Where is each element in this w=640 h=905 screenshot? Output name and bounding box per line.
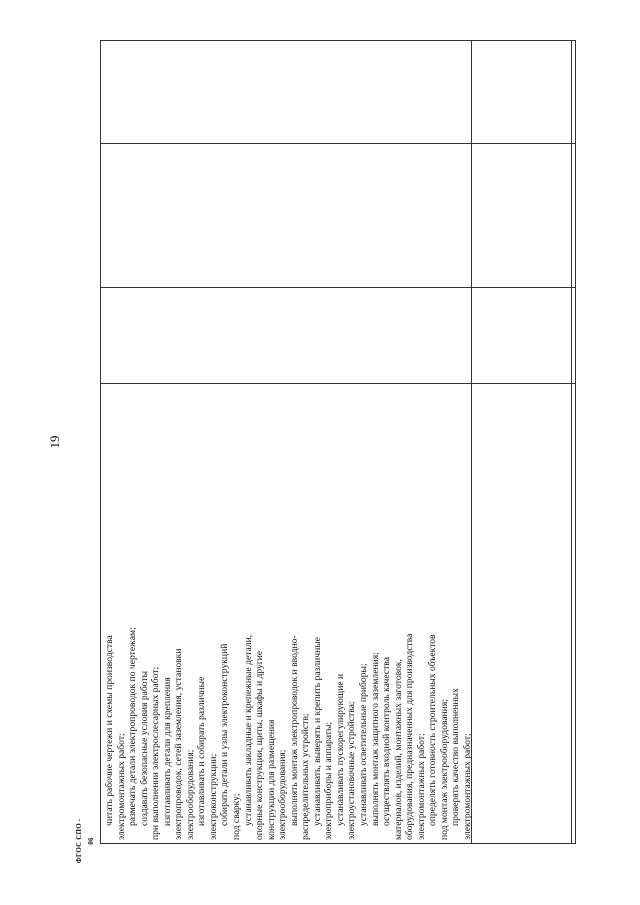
skill-line: электропроводок, сетей заземления, установки (173, 648, 185, 840)
row-divider-2 (101, 287, 575, 288)
skill-line: при выполнении электрослесарных работ; (150, 666, 162, 840)
footer-code: ФГОС СПО - 06 (75, 818, 95, 864)
skill-line: конструкции для размещения (265, 719, 277, 840)
skill-line: устанавливать осветительные приборы; (358, 663, 370, 826)
skill-line: осуществлять входной контроль качества (381, 657, 393, 826)
skill-line: размечать детали электропроводок по чертежам; (127, 627, 139, 826)
skill-line: электрооборудования; (184, 749, 196, 840)
skill-line: устанавливать пускорегулирующие и (334, 673, 346, 826)
skill-line: определять готовность строительных объектов (427, 634, 439, 826)
page-number: 19 (47, 435, 62, 449)
skill-line: под сварку; (231, 793, 243, 840)
skill-line: материалов, изделий, монтажных заготовок, (392, 659, 404, 840)
skill-line: выполнять монтаж защитного заземления; (369, 652, 381, 826)
skill-line: собирать детали и узлы электроконструкций (219, 643, 231, 826)
skill-line: электроконструкции; (207, 753, 219, 840)
skill-line: электроустановочные устройства; (346, 701, 358, 840)
skill-line: проверять качество выполненных (450, 688, 462, 826)
skills-cell (102, 483, 572, 842)
skill-line: устанавливать закладные и крепежные детали, (242, 634, 254, 826)
skill-line: электромонтажных работ; (461, 733, 473, 840)
skill-line: изготавливать и собирать различные (196, 676, 208, 826)
skill-line: электромонтажных работ; (115, 733, 127, 840)
skill-line: создавать безопасные условия работы (138, 670, 150, 826)
row-divider-1 (101, 143, 575, 144)
skill-line: опорные конструкции, щиты, шкафы и другие (254, 650, 266, 840)
skill-line: распределительных устройств; (300, 713, 312, 840)
skill-line: электрооборудования; (277, 749, 289, 840)
skill-line: изготавливать детали для крепления (161, 677, 173, 826)
skill-line: под монтаж электрооборудования; (438, 699, 450, 840)
skill-line: читать рабочие чертежи и схемы производства (104, 635, 115, 826)
row-divider-3 (101, 383, 575, 384)
skill-line: электроприборы и аппараты; (323, 721, 335, 840)
skill-line: устанавливать, выверять и крепить различные (311, 637, 323, 826)
skill-line: оборудования, предназначенных для производства (404, 633, 416, 840)
skill-line: электромонтажных работ; (415, 733, 427, 840)
skill-line: выполнять монтаж электропроводок и вводно- (288, 635, 300, 826)
